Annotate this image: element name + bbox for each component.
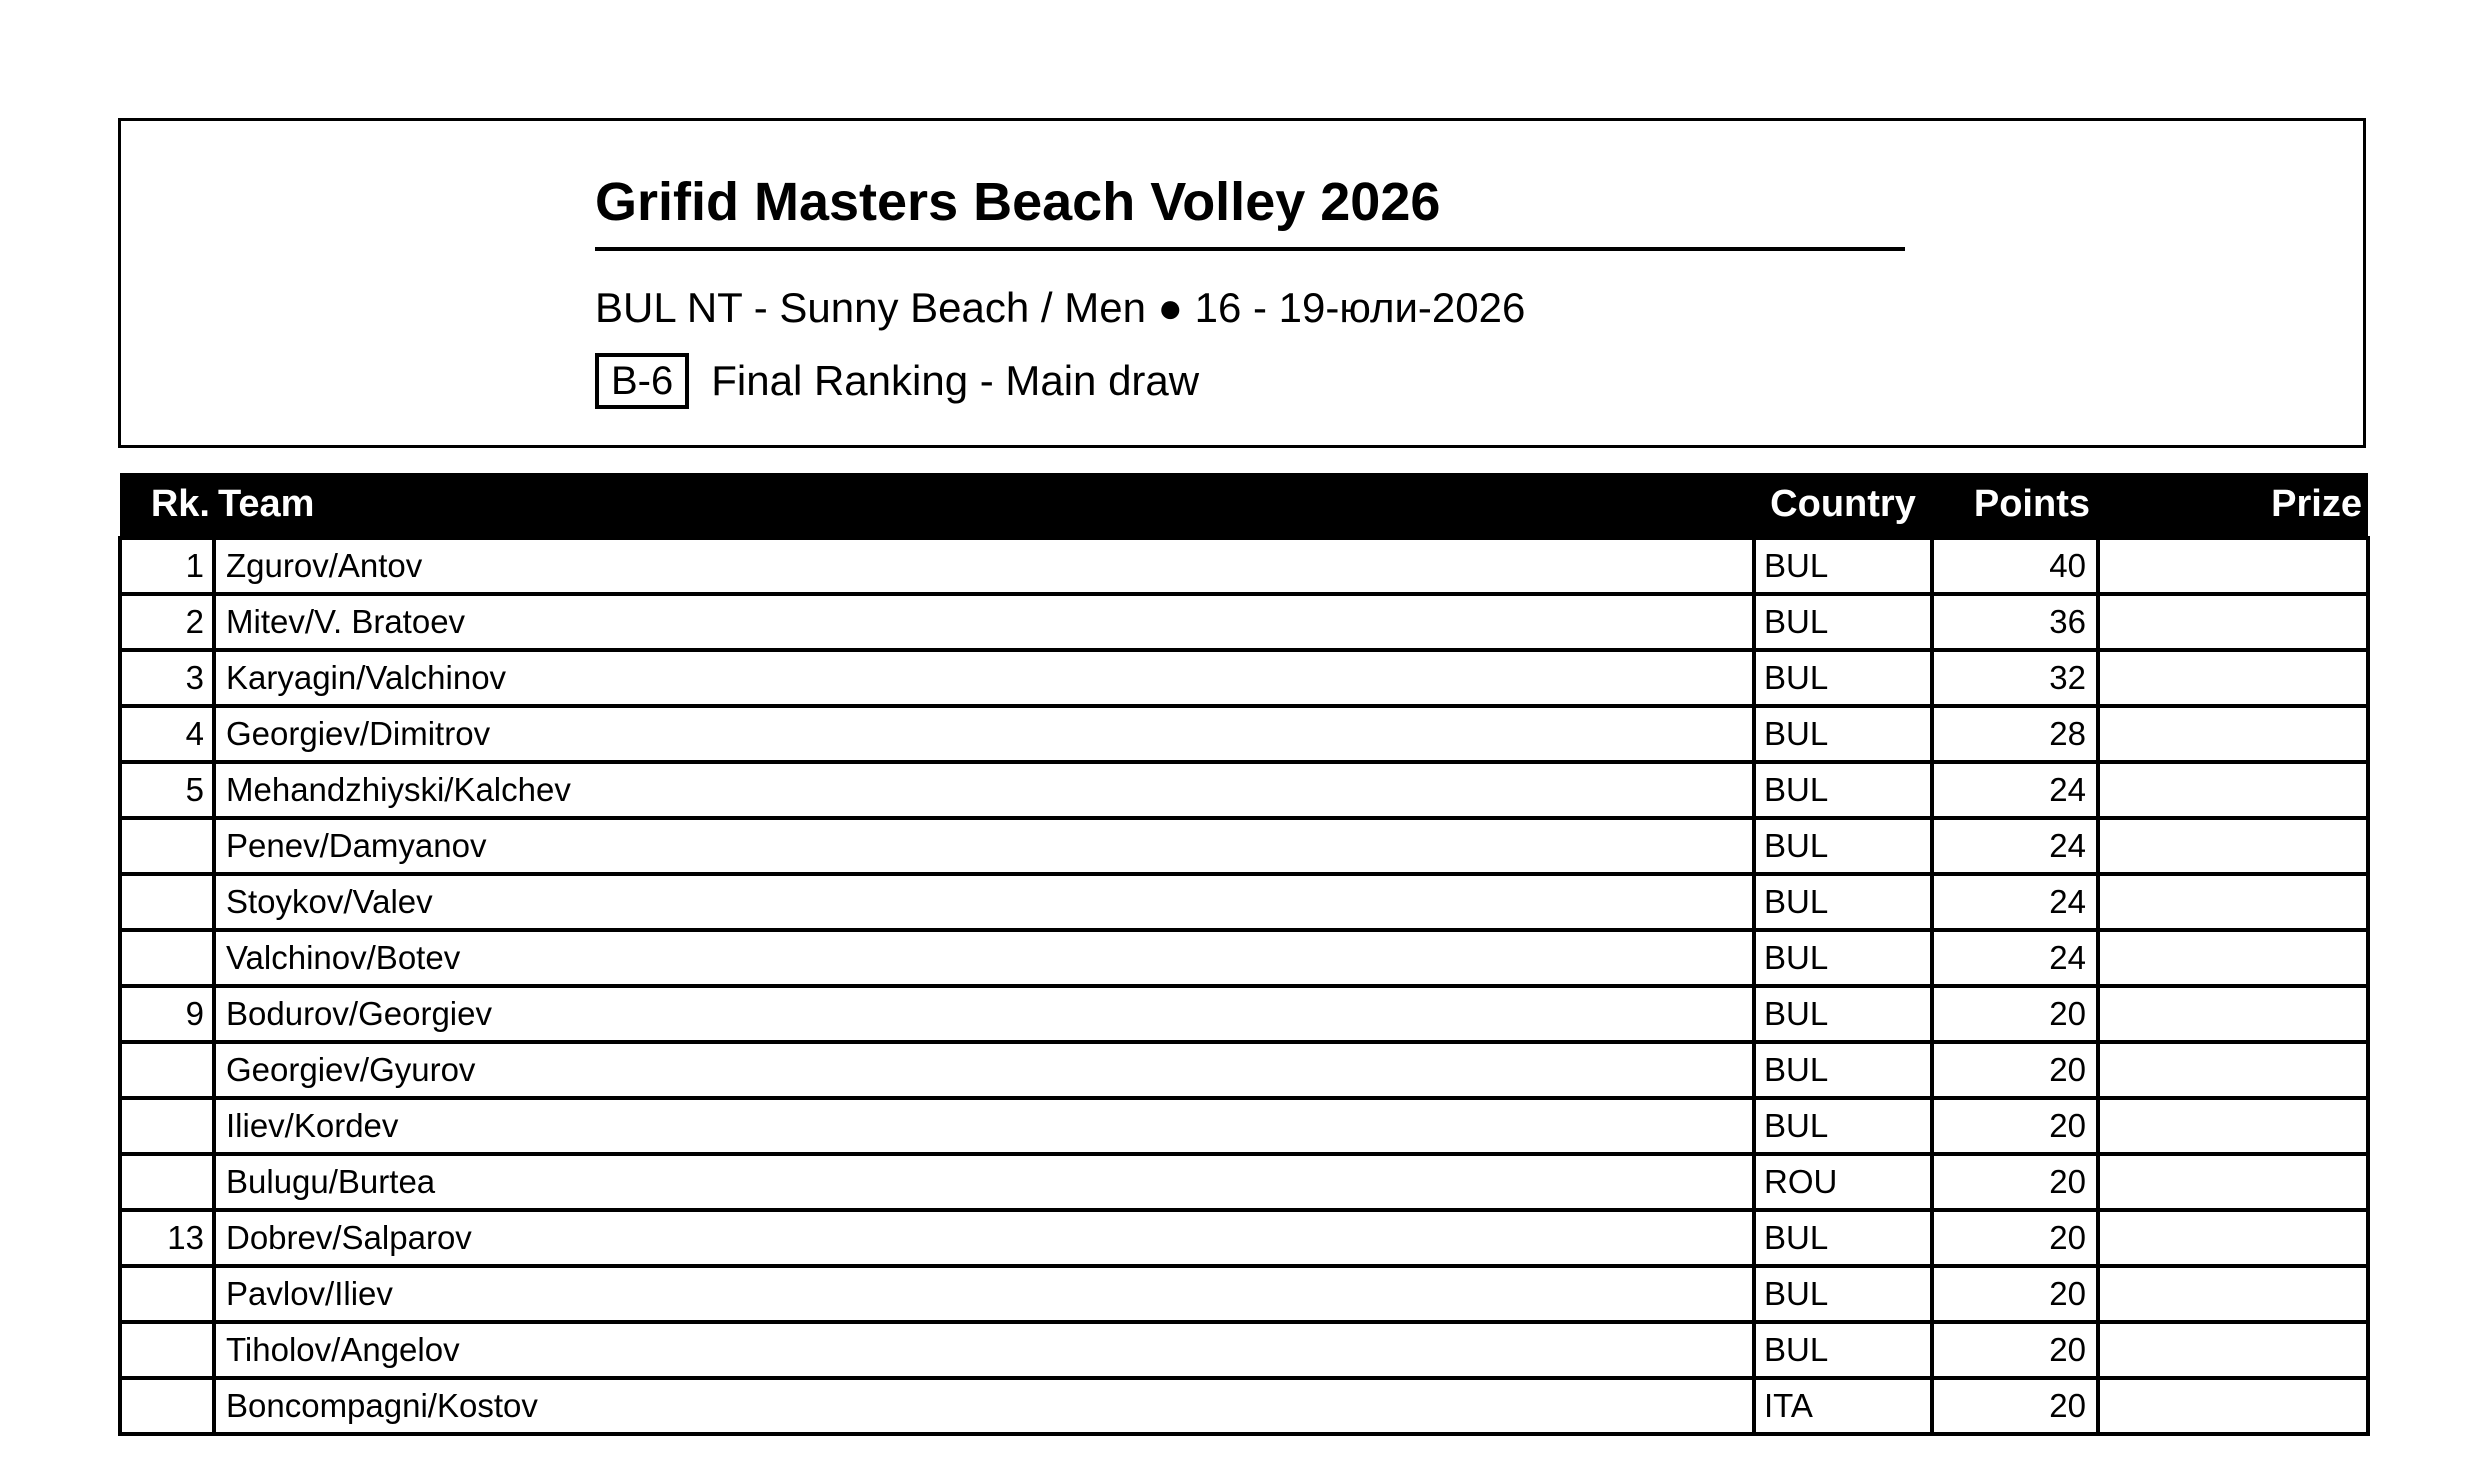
ranking-table-body xyxy=(120,538,2368,1434)
cell-team: Penev/Damyanov xyxy=(214,818,1754,874)
cell-country: BUL xyxy=(1754,874,1932,930)
cell-rank: 9 xyxy=(120,986,214,1042)
ranking-table xyxy=(118,473,2370,1436)
cell-points: 40 xyxy=(1932,538,2098,594)
cell-team: Bodurov/Georgiev xyxy=(214,986,1754,1042)
cell-prize xyxy=(2098,650,2368,706)
cell-rank xyxy=(120,874,214,930)
cell-points: 20 xyxy=(1932,1154,2098,1210)
cell-rank xyxy=(120,1378,214,1434)
cell-points: 24 xyxy=(1932,930,2098,986)
cell-points: 20 xyxy=(1932,1210,2098,1266)
table-row xyxy=(120,1322,2368,1378)
cell-rank xyxy=(120,930,214,986)
event-subtitle: BUL NT - Sunny Beach / Men ● 16 - 19-юли-2026 xyxy=(595,284,1526,331)
cell-prize xyxy=(2098,874,2368,930)
cell-prize xyxy=(2098,1322,2368,1378)
cell-team: Karyagin/Valchinov xyxy=(214,650,1754,706)
cell-prize xyxy=(2098,1042,2368,1098)
cell-team: Stoykov/Valev xyxy=(214,874,1754,930)
cell-prize xyxy=(2098,1266,2368,1322)
cell-points: 20 xyxy=(1932,1378,2098,1434)
cell-country: BUL xyxy=(1754,650,1932,706)
cell-team: Valchinov/Botev xyxy=(214,930,1754,986)
table-row xyxy=(120,818,2368,874)
table-row xyxy=(120,1210,2368,1266)
cell-team: Tiholov/Angelov xyxy=(214,1322,1754,1378)
cell-team: Georgiev/Dimitrov xyxy=(214,706,1754,762)
cell-rank xyxy=(120,1098,214,1154)
cell-points: 24 xyxy=(1932,818,2098,874)
cell-rank xyxy=(120,1266,214,1322)
report-line xyxy=(595,353,1199,409)
ranking-table-container xyxy=(118,473,2366,1436)
table-row xyxy=(120,650,2368,706)
cell-rank: 5 xyxy=(120,762,214,818)
cell-points: 32 xyxy=(1932,650,2098,706)
table-header-row xyxy=(120,473,2368,538)
cell-country: BUL xyxy=(1754,986,1932,1042)
cell-prize xyxy=(2098,930,2368,986)
cell-prize xyxy=(2098,1098,2368,1154)
table-row xyxy=(120,762,2368,818)
table-row xyxy=(120,538,2368,594)
cell-country: BUL xyxy=(1754,706,1932,762)
cell-points: 20 xyxy=(1932,1322,2098,1378)
cell-rank: 4 xyxy=(120,706,214,762)
cell-points: 20 xyxy=(1932,1266,2098,1322)
cell-points: 24 xyxy=(1932,874,2098,930)
cell-team: Pavlov/Iliev xyxy=(214,1266,1754,1322)
cell-prize xyxy=(2098,762,2368,818)
cell-prize xyxy=(2098,1154,2368,1210)
table-row xyxy=(120,1378,2368,1434)
cell-team: Dobrev/Salparov xyxy=(214,1210,1754,1266)
cell-points: 28 xyxy=(1932,706,2098,762)
cell-country: BUL xyxy=(1754,1322,1932,1378)
cell-country: ROU xyxy=(1754,1154,1932,1210)
report-title: Final Ranking - Main draw xyxy=(711,357,1200,404)
cell-points: 36 xyxy=(1932,594,2098,650)
table-row xyxy=(120,594,2368,650)
cell-team: Mehandzhiyski/Kalchev xyxy=(214,762,1754,818)
cell-country: BUL xyxy=(1754,1042,1932,1098)
cell-country: BUL xyxy=(1754,1098,1932,1154)
cell-country: ITA xyxy=(1754,1378,1932,1434)
cell-country: BUL xyxy=(1754,930,1932,986)
cell-rank xyxy=(120,1042,214,1098)
column-header-rank: Rk. xyxy=(120,473,214,538)
cell-points: 20 xyxy=(1932,986,2098,1042)
cell-rank xyxy=(120,1154,214,1210)
title-underline xyxy=(595,247,1905,251)
page-title: Grifid Masters Beach Volley 2026 xyxy=(595,172,1441,232)
cell-team: Zgurov/Antov xyxy=(214,538,1754,594)
cell-team: Bulugu/Burtea xyxy=(214,1154,1754,1210)
report-code-badge: B-6 xyxy=(595,353,689,409)
cell-prize xyxy=(2098,1378,2368,1434)
table-row xyxy=(120,1042,2368,1098)
cell-rank xyxy=(120,1322,214,1378)
table-row xyxy=(120,874,2368,930)
cell-team: Mitev/V. Bratoev xyxy=(214,594,1754,650)
cell-team: Boncompagni/Kostov xyxy=(214,1378,1754,1434)
cell-country: BUL xyxy=(1754,538,1932,594)
cell-prize xyxy=(2098,706,2368,762)
cell-team: Iliev/Kordev xyxy=(214,1098,1754,1154)
cell-rank: 13 xyxy=(120,1210,214,1266)
table-row xyxy=(120,706,2368,762)
table-row xyxy=(120,1098,2368,1154)
column-header-country: Country xyxy=(1754,473,1932,538)
table-row xyxy=(120,930,2368,986)
column-header-team: Team xyxy=(214,473,1754,538)
cell-prize xyxy=(2098,538,2368,594)
cell-country: BUL xyxy=(1754,594,1932,650)
table-row xyxy=(120,1154,2368,1210)
cell-prize xyxy=(2098,818,2368,874)
header-box xyxy=(118,118,2366,448)
cell-points: 24 xyxy=(1932,762,2098,818)
cell-country: BUL xyxy=(1754,818,1932,874)
cell-points: 20 xyxy=(1932,1042,2098,1098)
column-header-points: Points xyxy=(1932,473,2098,538)
column-header-prize: Prize xyxy=(2098,473,2368,538)
table-row xyxy=(120,986,2368,1042)
cell-points: 20 xyxy=(1932,1098,2098,1154)
cell-country: BUL xyxy=(1754,762,1932,818)
cell-prize xyxy=(2098,1210,2368,1266)
cell-country: BUL xyxy=(1754,1210,1932,1266)
cell-rank xyxy=(120,818,214,874)
cell-country: BUL xyxy=(1754,1266,1932,1322)
cell-rank: 2 xyxy=(120,594,214,650)
table-row xyxy=(120,1266,2368,1322)
cell-prize xyxy=(2098,594,2368,650)
cell-rank: 3 xyxy=(120,650,214,706)
cell-rank: 1 xyxy=(120,538,214,594)
cell-team: Georgiev/Gyurov xyxy=(214,1042,1754,1098)
cell-prize xyxy=(2098,986,2368,1042)
